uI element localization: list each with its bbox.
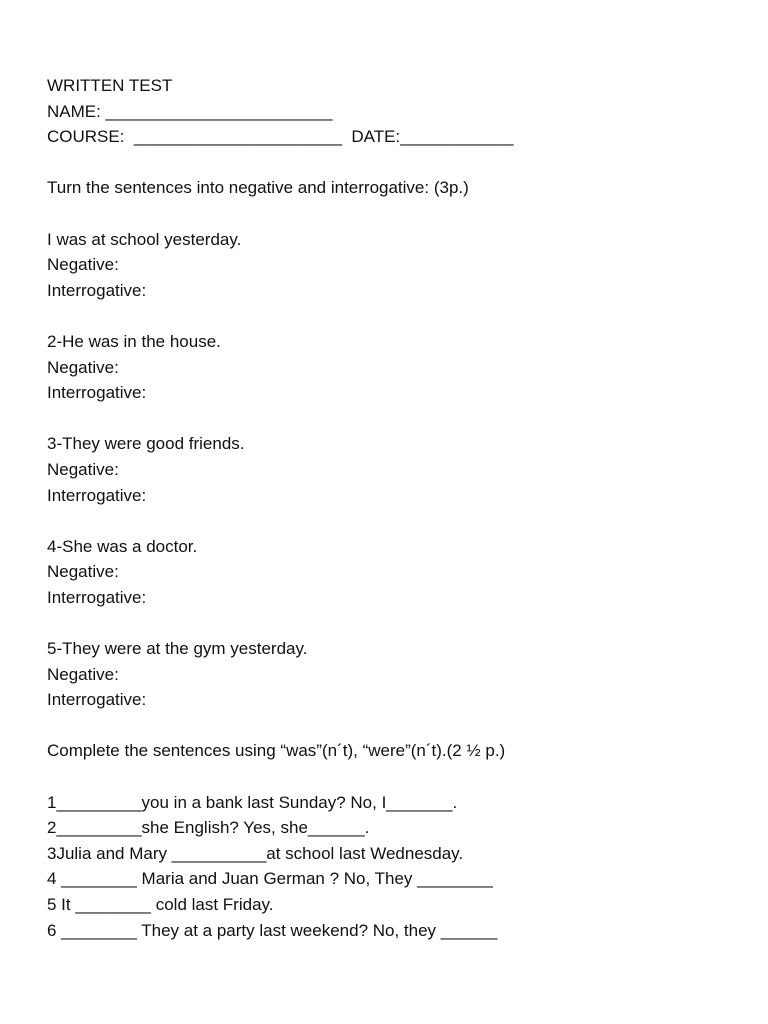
fill-in-item-5: 5 It ________ cold last Friday. <box>47 895 274 914</box>
spacer <box>47 713 727 739</box>
fill-in-item-2: 2_________she English? Yes, she______. <box>47 818 370 838</box>
sentence-3: 3-They were good friends. <box>47 434 245 454</box>
fill-in-item-4: 4 ________ Maria and Juan German ? No, They ________ <box>47 869 493 889</box>
fill-in-item-1: 1_________you in a bank last Sunday? No, I_______. <box>47 792 458 812</box>
negative-label-4: Negative: <box>47 562 119 582</box>
fill-in-item-6: 6 ________ They at a party last weekend? No, they ______ <box>47 920 498 940</box>
interrogative-label-4: Interrogative: <box>47 587 147 607</box>
fill-in-item-3: 3Julia and Mary __________at school last Wednesday. <box>47 843 464 863</box>
spacer <box>47 303 727 329</box>
interrogative-label-5: Interrogative: <box>47 690 147 710</box>
negative-label-3: Negative: <box>47 459 119 479</box>
spacer <box>47 610 727 636</box>
test-title: WRITTEN TEST <box>47 76 173 95</box>
spacer <box>47 406 727 432</box>
course-date-line: COURSE: ______________________ DATE:____________ <box>47 127 514 147</box>
interrogative-label-3: Interrogative: <box>47 485 147 505</box>
interrogative-label-2: Interrogative: <box>47 383 147 403</box>
spacer <box>47 201 727 227</box>
sentence-4: 4-She was a doctor. <box>47 536 198 556</box>
name-field-line: NAME: ________________________ <box>47 101 333 121</box>
written-test-page <box>47 73 727 943</box>
section1-instruction: Turn the sentences into negative and interrogative: (3p.) <box>47 178 469 198</box>
section2-instruction: Complete the sentences using “was”(n´t), “were”(n´t).(2 ½ p.) <box>47 741 506 761</box>
interrogative-label-1: Interrogative: <box>47 280 147 300</box>
sentence-1: I was at school yesterday. <box>47 229 242 249</box>
spacer <box>47 150 727 176</box>
negative-label-1: Negative: <box>47 255 119 275</box>
spacer <box>47 764 727 790</box>
sentence-2: 2-He was in the house. <box>47 331 221 351</box>
spacer <box>47 508 727 534</box>
negative-label-5: Negative: <box>47 664 119 684</box>
sentence-5: 5-They were at the gym yesterday. <box>47 639 308 659</box>
negative-label-2: Negative: <box>47 357 119 377</box>
